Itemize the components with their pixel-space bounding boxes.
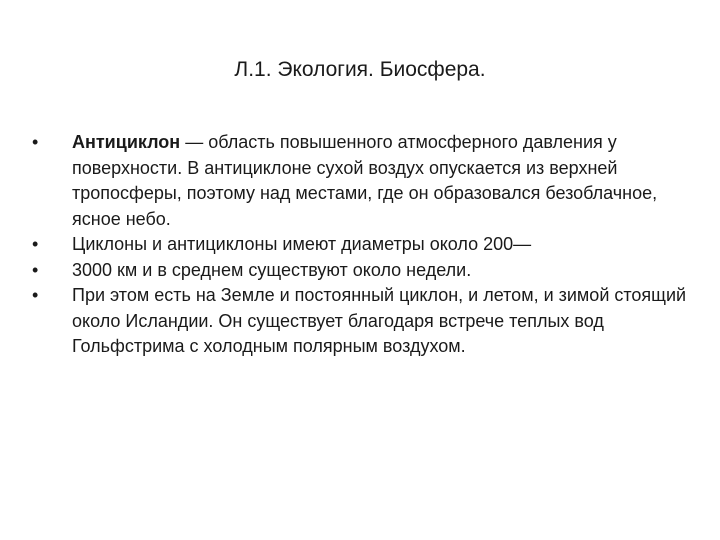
bullet-icon: • bbox=[32, 259, 39, 280]
bullet-icon: • bbox=[32, 234, 39, 254]
bullet-text: При этом есть на Земле и постоянный циклон, и летом, и зимой стоящий около Исландии. Он существует благодаря встрече теплых вод Гольфстрима с холодным полярным воздухом. bbox=[72, 285, 687, 356]
bullet-list bbox=[32, 130, 692, 360]
bullet-icon: • bbox=[32, 132, 39, 152]
bullet-item-duration bbox=[32, 258, 692, 284]
bullet-item-anticyclone bbox=[32, 130, 692, 232]
slide-title: Л.1. Экология. Биосфера. bbox=[234, 58, 486, 81]
bullet-term: Антициклон bbox=[72, 132, 181, 152]
bullet-text: 3000 км и в среднем существуют около недели. bbox=[72, 259, 472, 280]
bullet-text: — область повышенного атмосферного давления у поверхности. В антициклоне сухой воздух опускается из верхней тропосферы, поэтому над местами, где он образовался безоблачное, ясное небо. bbox=[72, 132, 658, 229]
bullet-item-diameters bbox=[32, 232, 692, 258]
bullet-icon: • bbox=[32, 285, 39, 305]
bullet-text: Циклоны и антициклоны имеют диаметры около 200— bbox=[72, 234, 532, 254]
bullet-item-permanent-cyclone bbox=[32, 283, 692, 360]
